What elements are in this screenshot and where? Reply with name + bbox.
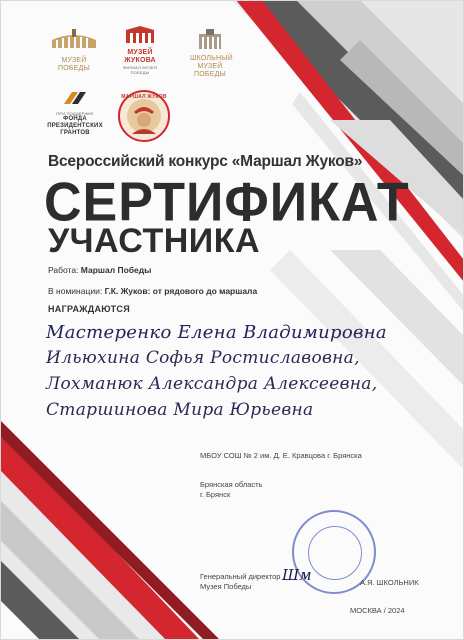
grants-caption-2: ПРЕЗИДЕНТСКИХ	[47, 123, 103, 129]
nomination-value: Г.К. Жуков: от рядового до маршала	[104, 286, 258, 296]
school-museum-building-icon	[197, 28, 223, 50]
marshal-badge-caption: МАРШАЛ ЖУКОВ	[121, 94, 167, 100]
presidential-grants-logo	[40, 90, 110, 137]
museum-zhukov-logo	[116, 26, 164, 75]
grants-caption-0: ПРИ ПОДДЕРЖКЕ	[56, 111, 94, 116]
nomination-label: В номинации:	[48, 286, 103, 296]
school-museum-caption-1: ШКОЛЬНЫЙ	[190, 55, 233, 62]
school-museum-logo	[190, 28, 233, 79]
director-signature: Шм	[282, 566, 312, 584]
work-value: Маршал Победы	[80, 265, 152, 275]
museum-victory-caption: МУЗЕЙ ПОБЕДЫ	[58, 57, 90, 72]
participant-name: Мастеренко Елена Владимировна	[46, 322, 387, 343]
marshal-zhukov-badge	[118, 90, 170, 142]
school-name: МБОУ СОШ № 2 им. Д. Е. Кравцова г. Брянска	[200, 451, 362, 460]
museum-victory-logo	[48, 28, 100, 73]
school-museum-caption-2: МУЗЕЙ	[197, 63, 223, 70]
certificate-title: СЕРТИФИКАТ	[44, 172, 410, 233]
region-name: Брянская область	[200, 480, 263, 489]
school-museum-caption-3: ПОБЕДЫ	[194, 71, 226, 78]
grants-caption-1: ФОНДА	[63, 116, 87, 122]
contest-title: Всероссийский конкурс «Маршал Жуков»	[48, 153, 363, 170]
museum-zhukov-caption-2: ЖУКОВА	[124, 57, 156, 64]
grants-emblem-icon	[62, 90, 88, 106]
participant-name: Ильюхина Софья Ростиславовна,	[46, 348, 360, 368]
participant-name: Лохманюк Александра Алексеевна,	[46, 374, 378, 394]
grants-caption-3: ГРАНТОВ	[60, 130, 90, 136]
stamp-inner-ring	[308, 526, 362, 580]
work-line	[48, 265, 151, 275]
place-year: МОСКВА / 2024	[350, 606, 405, 615]
museum-building-icon	[48, 28, 100, 50]
nomination-line	[48, 286, 257, 296]
museum-zhukov-building-icon	[125, 26, 155, 44]
awarded-label: НАГРАЖДАЮТСЯ	[48, 304, 130, 314]
certificate-subtitle: УЧАСТНИКА	[48, 222, 261, 260]
work-label: Работа:	[48, 265, 79, 275]
participant-name: Старшинова Мира Юрьевна	[46, 400, 314, 420]
museum-zhukov-subcaption: ФИЛИАЛ МУЗЕЯ ПОБЕДЫ	[122, 65, 158, 75]
director-title-line2: Музея Победы	[200, 582, 252, 591]
museum-zhukov-caption-1: МУЗЕЙ	[127, 49, 153, 56]
director-title-line1: Генеральный директор	[200, 572, 281, 581]
city-name: г. Брянск	[200, 490, 231, 499]
director-name: А.Я. ШКОЛЬНИК	[360, 578, 419, 587]
